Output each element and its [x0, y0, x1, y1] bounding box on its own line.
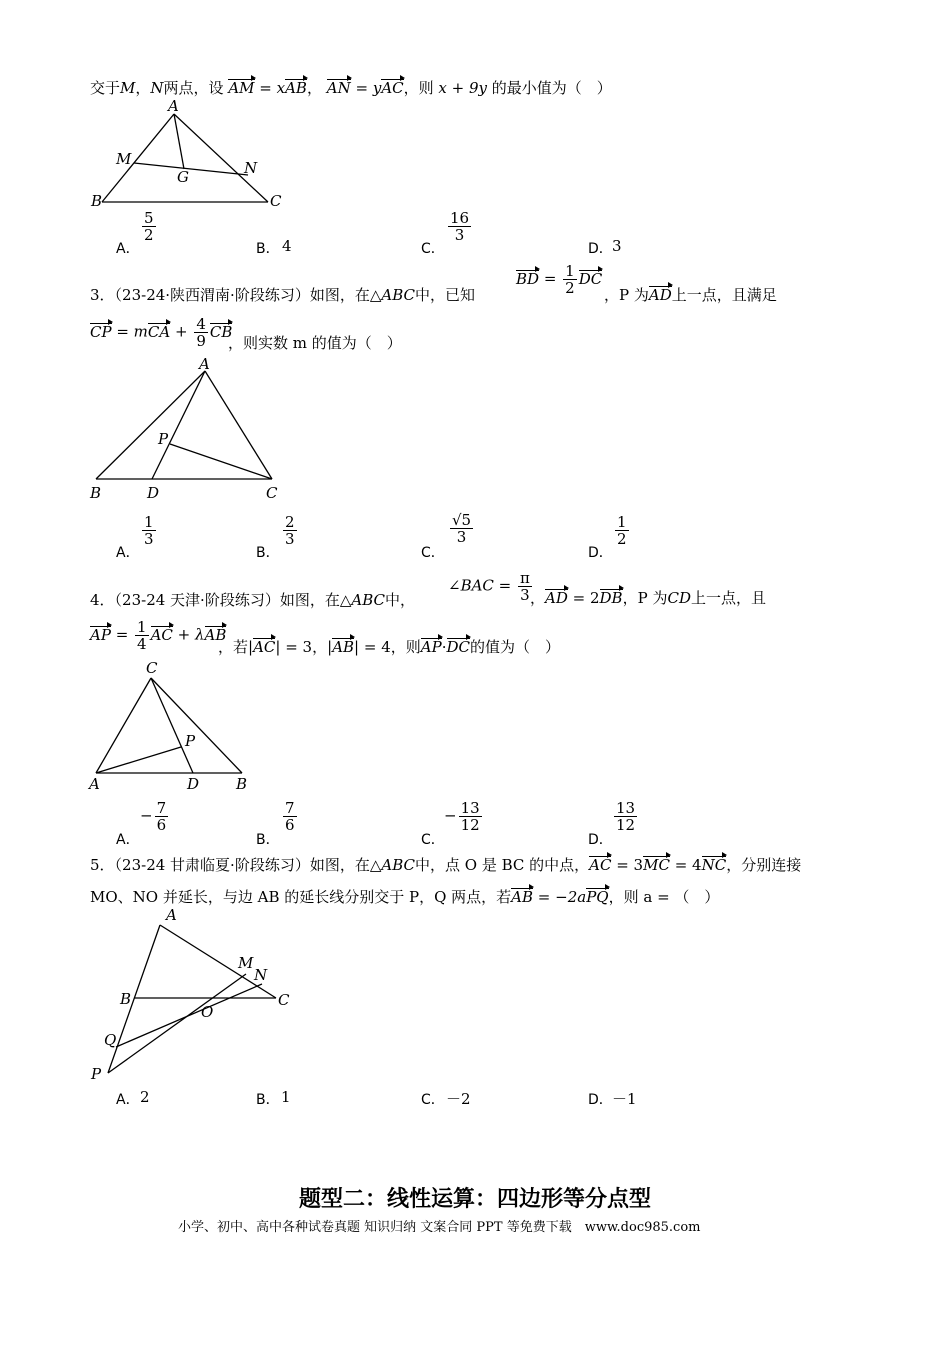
q2-option-c-label[interactable]: C． [421, 241, 445, 257]
q2-option-a-value [140, 210, 158, 243]
q3-label-c: C [266, 484, 278, 502]
q4-eq3: = 3 [280, 638, 313, 656]
q5-label-c: C [278, 991, 290, 1009]
q2-question-tail: 的最小值为（ ） [491, 79, 612, 97]
q4-label-b: B [236, 775, 248, 793]
q4-vec-ab: AB [204, 625, 227, 644]
q3-label-d: D [147, 484, 160, 502]
q3-option-d-den: 2 [617, 530, 627, 548]
q5-label-m: M [238, 954, 254, 972]
q5-option-a-label[interactable]: A． [116, 1092, 140, 1108]
q3-option-c-value [448, 512, 475, 545]
q5-mid: 中，点 O 是 BC 的中点， [414, 856, 590, 874]
q4-option-a-num: 7 [156, 799, 167, 817]
q3-frac-num: 4 [196, 315, 206, 333]
q3-given-formula [516, 263, 602, 296]
q3-condition-formula [90, 316, 232, 349]
q5-label-a: A [166, 906, 177, 924]
q5-label-o: O [201, 1003, 214, 1021]
q5-tail1: ，分别连接 [726, 856, 802, 874]
q5-label-n: N [254, 966, 268, 984]
q2-vec-ac: AC [381, 79, 404, 97]
q3-stem-line1 [90, 285, 475, 305]
q4-prefix: 4．（23-24 天津·阶段练习）如图，在 [90, 591, 340, 609]
q3-option-b-value [281, 514, 299, 547]
q4-stem-line1b [530, 588, 766, 608]
q3-label-a: A [199, 355, 210, 373]
q2-label-a: A [168, 98, 179, 115]
q4-option-d-label[interactable]: D． [588, 832, 613, 848]
q5-option-a-value: 2 [140, 1088, 150, 1106]
q5-eq3: = −2a [533, 888, 587, 906]
q5-stem-line1 [90, 855, 801, 875]
q2-expression: x + 9y [438, 79, 488, 97]
q4-option-b-value [281, 800, 299, 833]
q3-question: ，则实数 m 的值为（ ） [228, 334, 402, 352]
q4-seg-cd: CD [667, 589, 691, 607]
q4-if: ，若 [218, 638, 249, 656]
q2-option-d-label[interactable]: D． [588, 241, 613, 257]
q3-eq: = [539, 269, 562, 288]
q4-label-c: C [146, 659, 158, 677]
q4-label-d: D [187, 775, 200, 793]
q5-prefix: 5．（23-24 甘肃临夏·阶段练习）如图，在 [90, 856, 370, 874]
q3-vec-cb: CB [209, 322, 233, 341]
q4-vec-ac: AC [150, 625, 173, 644]
q4-angle: ∠BAC = [448, 576, 517, 595]
q3-vec-bd: BD [516, 269, 540, 288]
q4-option-b-den: 6 [285, 816, 295, 834]
q5-figure [86, 905, 296, 1085]
q2-option-c-num: 16 [450, 209, 470, 227]
q4-vec-ap: AP [90, 625, 111, 644]
q4-option-c-value [444, 800, 484, 833]
q4-q-den: 4 [137, 635, 147, 653]
q4-eq: = [110, 625, 134, 644]
q4-eq4: = 4 [359, 638, 391, 656]
q4-dot: · [441, 638, 447, 656]
q5-vec-pq: PQ [586, 888, 609, 906]
q3-p-text: ，P 为 [604, 286, 649, 304]
q2-label-m: M [116, 150, 132, 168]
q3-half-num: 1 [565, 262, 575, 280]
q4-figure [86, 656, 266, 796]
q4-label-p: P [185, 732, 196, 750]
q2-option-a-den: 2 [144, 226, 154, 244]
q4-option-d-value [612, 800, 639, 833]
q2-option-c-den: 3 [454, 226, 465, 244]
q3-stem-line1b [604, 285, 777, 305]
q3-figure [86, 352, 296, 504]
q4-q-num: 1 [137, 618, 147, 636]
q2-vec-am: AM [228, 79, 255, 97]
q2-label-g: G [177, 168, 189, 186]
q2-vec-an: AN [326, 79, 351, 97]
q2-option-b-value: 4 [282, 237, 292, 255]
q4-option-c-sign: − [444, 806, 457, 825]
q2-text: 交于 [90, 79, 121, 97]
q3-vec-ca: CA [147, 322, 171, 341]
q4-vec-dc: DC [446, 638, 471, 656]
q5-question: ，则 a = （ ） [608, 888, 720, 906]
q5-option-b-label[interactable]: B． [256, 1092, 280, 1108]
q4-stem-line2: ，若|AC| = 3，|AB| = 4，则AP·DC的值为（ ） [218, 638, 561, 656]
q2-stem [90, 78, 612, 98]
q2-label-c: C [270, 192, 282, 210]
q5-option-d-value: －1 [612, 1090, 637, 1108]
q3-option-a-label[interactable]: A． [116, 545, 140, 561]
q4-option-c-label[interactable]: C． [421, 832, 445, 848]
q2-option-a-num: 5 [144, 209, 154, 227]
q3-option-a-num: 1 [144, 513, 154, 531]
q5-triangle: △ABC [369, 856, 415, 874]
q3-after: 上一点，且满足 [671, 286, 777, 304]
q4-pi: π [520, 569, 530, 587]
q4-option-b-num: 7 [285, 799, 295, 817]
q4-option-d-den: 12 [616, 816, 636, 834]
q2-point-n: N [150, 79, 164, 97]
q4-comma: ， [530, 589, 546, 607]
q2-comma: ， [135, 79, 151, 97]
q2-eq2: = y [350, 79, 382, 97]
q3-half-den: 2 [565, 279, 575, 297]
q3-option-c-den: 3 [456, 528, 467, 546]
q2-label-n: N [244, 159, 258, 177]
q4-text: 中， [384, 591, 415, 609]
q3-option-d-num: 1 [617, 513, 627, 531]
q3-eq-m: = m [111, 322, 148, 341]
q5-option-c-value: －2 [446, 1090, 471, 1108]
q3-label-p: P [158, 430, 169, 448]
q2-vec-ab: AB [285, 79, 307, 97]
q5-eq2: = 4 [669, 856, 702, 874]
q2-option-a-label[interactable]: A． [116, 241, 140, 257]
q4-after: 上一点，且 [690, 589, 766, 607]
q4-vec-ap2: AP [420, 638, 442, 656]
q4-plus-lambda: + λ [172, 625, 205, 644]
q4-abs-ac: AC [253, 638, 276, 656]
q4-three: 3 [520, 586, 530, 604]
q2-option-b-label[interactable]: B． [256, 241, 280, 257]
q2-eq1: = x [254, 79, 286, 97]
q2-point-m: M [120, 79, 136, 97]
q4-comma2: ， [312, 638, 328, 656]
q3-text: 中，已知 [414, 286, 475, 304]
q3-option-b-den: 3 [285, 530, 295, 548]
q4-option-c-num: 13 [460, 799, 480, 817]
q3-frac-den: 9 [196, 332, 206, 350]
q3-label-b: B [90, 484, 102, 502]
q2-then: ，则 [403, 79, 434, 97]
q4-option-a-sign: − [140, 806, 153, 825]
q2-label-b: B [91, 192, 103, 210]
q4-option-a-value [140, 800, 170, 833]
q3-option-b-num: 2 [285, 513, 295, 531]
q3-option-c-num: √5 [452, 511, 472, 529]
q4-vec-ad: AD [545, 589, 568, 607]
q5-vec-ac: AC [589, 856, 612, 874]
q3-option-b-label[interactable]: B． [256, 545, 280, 561]
q3-option-a-value [140, 514, 158, 547]
q5-label-b: B [120, 990, 132, 1008]
q4-option-d-num: 13 [616, 799, 636, 817]
q3-plus: + [170, 322, 193, 341]
q3-vec-ad: AD [648, 286, 672, 304]
q3-option-a-den: 3 [144, 530, 154, 548]
q4-stem-line1 [90, 590, 415, 610]
q3-option-d-label[interactable]: D． [588, 545, 613, 561]
q3-option-d-value [613, 514, 631, 547]
q4-eq2: = 2 [567, 589, 600, 607]
q4-triangle: △ABC [339, 591, 385, 609]
q3-triangle: △ABC [369, 286, 415, 304]
q4-vec-db: DB [599, 589, 623, 607]
q5-label-q: Q [104, 1031, 117, 1049]
footer-text: 小学、初中、高中各种试卷真题 知识归纳 文案合同 PPT 等免费下载 www.doc985.com [178, 1220, 701, 1235]
q4-p-text: ，P 为 [622, 589, 668, 607]
q5-option-d-label[interactable]: D． [588, 1092, 613, 1108]
q5-line2: MO、NO 并延长，与边 AB 的延长线分别交于 P，Q 两点，若 [90, 888, 512, 906]
q5-vec-mc: MC [643, 856, 670, 874]
q3-option-c-label[interactable]: C． [421, 545, 445, 561]
section-heading: 题型二：线性运算：四边形等分点型 [298, 1187, 651, 1212]
q5-vec-nc: NC [701, 856, 727, 874]
q2-option-d-value: 3 [612, 237, 622, 255]
q4-option-b-label[interactable]: B． [256, 832, 280, 848]
q4-option-a-label[interactable]: A． [116, 832, 140, 848]
q4-option-c-den: 12 [460, 816, 480, 834]
q4-abs-ab: AB [332, 638, 355, 656]
q4-label-a: A [89, 775, 100, 793]
q5-stem-line2 [90, 887, 719, 907]
q4-option-a-den: 6 [156, 816, 167, 834]
q2-figure [88, 98, 298, 210]
q3-vec-dc: DC [578, 269, 603, 288]
q5-eq1: = 3 [611, 856, 644, 874]
q5-option-c-label[interactable]: C． [421, 1092, 445, 1108]
q2-text-2: 两点，设 [163, 79, 224, 97]
q5-option-b-value: 1 [281, 1088, 291, 1106]
q5-vec-ab: AB [511, 888, 534, 906]
q2-option-c-value [446, 210, 473, 243]
q3-vec-cp: CP [90, 322, 112, 341]
q4-question: 的值为（ ） [470, 638, 561, 656]
q4-angle-formula [448, 570, 534, 603]
q2-comma-2: ， [306, 79, 322, 97]
q5-label-p: P [91, 1065, 102, 1083]
q4-condition-formula [90, 619, 226, 652]
q3-prefix: 3．（23-24·陕西渭南·阶段练习）如图，在 [90, 286, 370, 304]
q4-then: ，则 [390, 638, 421, 656]
